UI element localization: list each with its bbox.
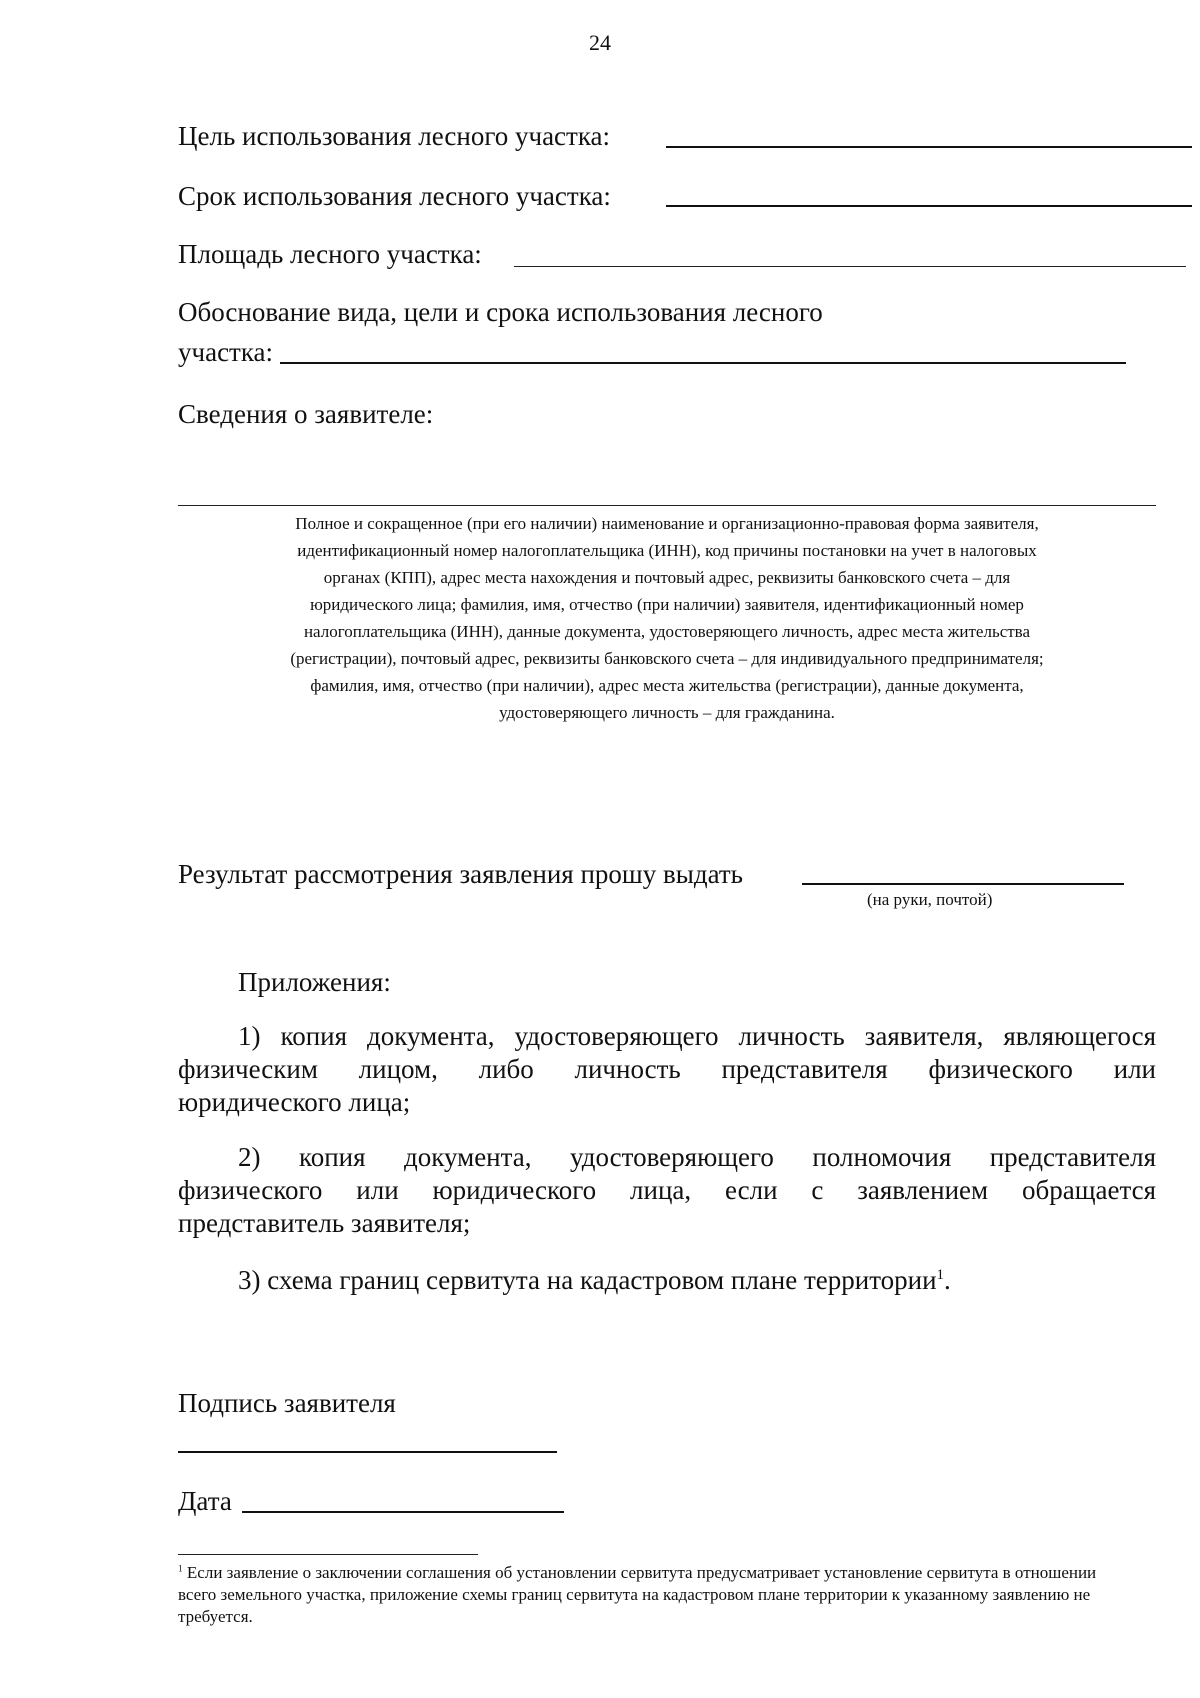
date-input-line[interactable] [242, 1511, 564, 1513]
applicant-hint-line: Полное и сокращенное (при его наличии) наименование и организационно-правовая форма заявителя, [295, 514, 1039, 533]
applicant-hint-line: налогоплательщика (ИНН), данные документа, удостоверяющего личность, адрес места жительства [303, 622, 1031, 641]
applicant-hint-line: фамилия, имя, отчество (при наличии), адрес места жительства (регистрации), данные документа, [310, 676, 1024, 695]
purpose-input-line[interactable] [666, 146, 1192, 148]
applicant-input-line[interactable] [178, 505, 1156, 506]
applicant-hint-line: (регистрации), почтовый адрес, реквизиты банковского счета – для индивидуального предпринимателя; [290, 649, 1044, 668]
attachments-title: Приложения: [238, 967, 391, 997]
date-label: Дата [178, 1486, 232, 1516]
footnote-mark: 1 [178, 1564, 183, 1575]
justification-input-line[interactable] [280, 362, 1126, 364]
term-input-line[interactable] [666, 205, 1192, 207]
attachment-1-line: юридического лица; [178, 1087, 411, 1117]
attachment-2-line: физического или юридического лица, если с заявлением обращается [178, 1175, 1156, 1205]
footnote-text: Если заявление о заключении соглашения об установлении сервитута предусматривает установление сервитута в отношении всего земельного участка, приложение схемы границ сервитута на кадастровом плане территории к указанному заявлению не требуется. [178, 1563, 1097, 1626]
signature-label: Подпись заявителя [178, 1388, 396, 1418]
result-label: Результат рассмотрения заявления прошу выдать [178, 859, 743, 889]
applicant-hint-line: идентификационный номер налогоплательщика (ИНН), код причины постановки на учет в налоговых [297, 541, 1037, 560]
attachment-item-2 [178, 1141, 1156, 1240]
justification-label-line2: участка: [178, 337, 274, 367]
applicant-hint-line: удостоверяющего личность – для гражданина. [499, 703, 835, 722]
signature-input-line[interactable] [178, 1451, 557, 1453]
attachment-1-line: 1) копия документа, удостоверяющего личность заявителя, являющегося [238, 1021, 1156, 1051]
applicant-label: Сведения о заявителе: [178, 399, 434, 429]
attachment-item-1 [178, 1020, 1156, 1119]
attachment-2-line: представитель заявителя; [178, 1208, 471, 1238]
applicant-hint [178, 510, 1156, 726]
attachment-item-3 [238, 1264, 951, 1296]
attachment-2-line: 2) копия документа, удостоверяющего полномочия представителя [238, 1142, 1156, 1172]
justification-label-line1: Обоснование вида, цели и срока использования лесного [178, 297, 823, 327]
applicant-hint-line: юридического лица; фамилия, имя, отчество (при наличии) заявителя, идентификационный номер [310, 595, 1024, 614]
footnote-ref[interactable]: 1 [936, 1267, 944, 1283]
footnote [178, 1562, 1118, 1628]
term-label: Срок использования лесного участка: [178, 181, 611, 211]
area-input-line[interactable] [514, 266, 1186, 267]
attachment-1-line: физическим лицом, либо личность представителя физического или [178, 1054, 1156, 1084]
applicant-hint-line: органах (КПП), адрес места нахождения и почтовый адрес, реквизиты банковского счета – для [323, 568, 1011, 587]
purpose-label: Цель использования лесного участка: [178, 121, 611, 151]
result-input-line[interactable] [802, 883, 1124, 885]
area-label: Площадь лесного участка: [178, 239, 482, 269]
footnote-separator [178, 1554, 478, 1555]
result-hint: (на руки, почтой) [867, 890, 993, 909]
attachment-3-text: 3) схема границ сервитута на кадастровом плане территории [238, 1265, 937, 1295]
page-number: 24 [589, 30, 611, 55]
attachment-3-end: . [943, 1265, 951, 1295]
